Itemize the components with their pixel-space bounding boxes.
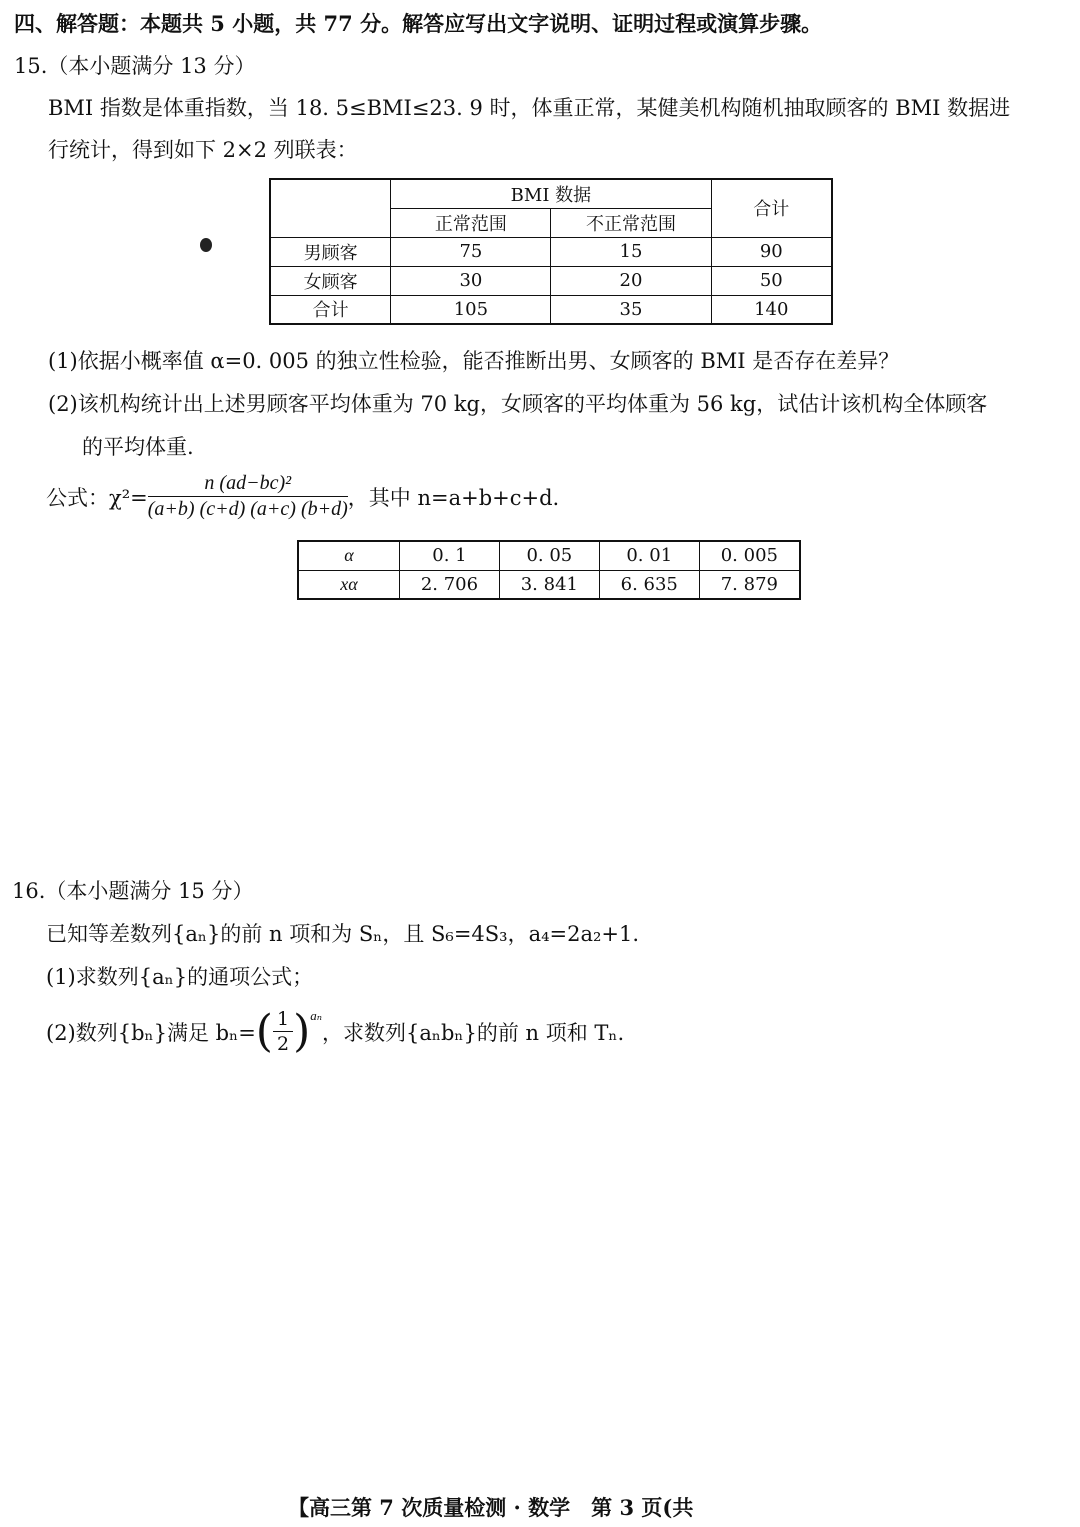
x-alpha-value: 6. 635 — [599, 570, 699, 599]
cell-normal: 105 — [391, 295, 551, 324]
formula-prefix: 公式：χ²= — [46, 485, 148, 510]
x-alpha-value: 3. 841 — [499, 570, 599, 599]
x-alpha-value: 7. 879 — [699, 570, 800, 599]
alpha-label: α — [298, 541, 400, 570]
x-alpha-label: xα — [298, 570, 400, 599]
q15-part2-line2: 的平均体重. — [82, 435, 194, 459]
cell-abnormal: 35 — [551, 295, 711, 324]
q16-part2 — [46, 1006, 624, 1057]
header-bmi-data: BMI 数据 — [391, 179, 711, 208]
q15-part2-line1: (2)该机构统计出上述男顾客平均体重为 70 kg，女顾客的平均体重为 56 kg，试估计该机构全体顾客 — [48, 392, 988, 416]
x-alpha-value: 2. 706 — [400, 570, 500, 599]
cell-total: 90 — [711, 237, 832, 266]
row-label: 合计 — [270, 295, 391, 324]
scan-mark — [200, 238, 212, 252]
q16-part2-prefix: (2)数列{bₙ}满足 bₙ= — [46, 1020, 256, 1045]
q16-title: 16.（本小题满分 15 分） — [12, 879, 254, 903]
q16-part1: (1)求数列{aₙ}的通项公式； — [46, 965, 314, 989]
critical-value-table — [297, 540, 801, 600]
table-row — [270, 266, 832, 295]
formula-numerator: n (ad−bc)² — [148, 472, 348, 497]
cell-abnormal: 20 — [551, 266, 711, 295]
page-footer: 【高三第 7 次质量检测 · 数学 第 3 页(共 — [288, 1495, 694, 1520]
header-normal: 正常范围 — [391, 208, 551, 237]
half-numerator: 1 — [273, 1008, 293, 1032]
cell-abnormal: 15 — [551, 237, 711, 266]
contingency-table — [269, 178, 833, 325]
section-header: 四、解答题：本题共 5 小题，共 77 分。解答应写出文字说明、证明过程或演算步骤。 — [14, 11, 823, 36]
q16-part2-suffix: ，求数列{aₙbₙ}的前 n 项和 Tₙ. — [322, 1020, 625, 1045]
chi-square-formula — [46, 472, 559, 521]
q15-part1: (1)依据小概率值 α=0. 005 的独立性检验，能否推断出男、女顾客的 BMI 是否存在差异？ — [48, 349, 900, 373]
alpha-value: 0. 05 — [499, 541, 599, 570]
table-row — [270, 237, 832, 266]
formula-suffix: ，其中 n=a+b+c+d. — [347, 485, 560, 510]
row-label: 男顾客 — [270, 237, 391, 266]
cell-total: 140 — [711, 295, 832, 324]
header-abnormal: 不正常范围 — [551, 208, 711, 237]
formula-denominator: (a+b) (c+d) (a+c) (b+d) — [147, 498, 348, 520]
alpha-value: 0. 005 — [699, 541, 800, 570]
alpha-value: 0. 1 — [400, 541, 500, 570]
q15-intro-line1: BMI 指数是体重指数，当 18. 5≤BMI≤23. 9 时，体重正常，某健美机构随机抽取顾客的 BMI 数据进 — [48, 96, 1011, 120]
q16-intro: 已知等差数列{aₙ}的前 n 项和为 Sₙ，且 S₆=4S₃，a₄=2a₂+1. — [46, 922, 640, 946]
header-total: 合计 — [711, 179, 832, 237]
q15-intro-line2: 行统计，得到如下 2×2 列联表： — [48, 138, 358, 162]
alpha-value: 0. 01 — [599, 541, 699, 570]
q15-title: 15.（本小题满分 13 分） — [14, 54, 256, 78]
corner-cell — [270, 179, 391, 237]
left-paren: ( — [255, 1006, 273, 1057]
half-denominator: 2 — [276, 1033, 290, 1055]
exponent: aₙ — [310, 1008, 323, 1023]
row-label: 女顾客 — [270, 266, 391, 295]
formula-fraction — [148, 472, 348, 521]
cell-total: 50 — [711, 266, 832, 295]
table-row — [270, 295, 832, 324]
cell-normal: 30 — [391, 266, 551, 295]
right-paren: ) — [293, 1006, 311, 1057]
half-fraction — [273, 1008, 293, 1055]
cell-normal: 75 — [391, 237, 551, 266]
